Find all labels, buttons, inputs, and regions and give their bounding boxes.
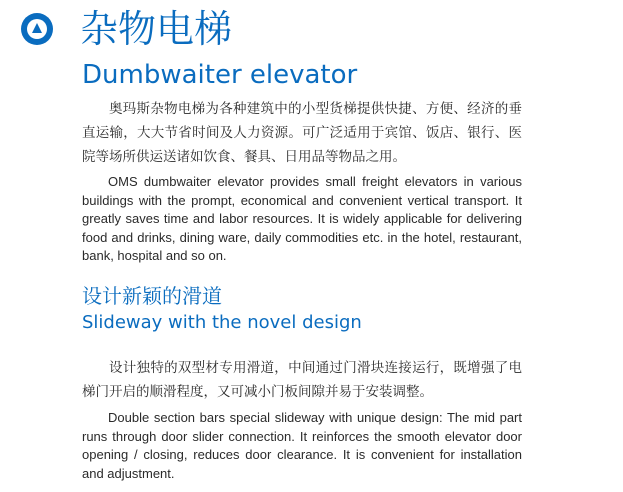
icon-triangle <box>32 23 42 33</box>
intro-paragraph-chinese: 奥玛斯杂物电梯为各种建筑中的小型货梯提供快捷、方便、经济的垂直运输，大大节省时间及人力资源。可广泛适用于宾馆、饭店、银行、医院等场所供运送诸如饮食、餐具、日用品等物品之用。 <box>82 101 522 165</box>
intro-paragraph-english: OMS dumbwaiter elevator provides small freight elevators in various buildings with the prompt, economical and convenient vertical transport. It greatly saves time and labor resources. It is widely applicable for delivering food and drinks, dining ware, daily commodities etc. in the hotel, restaurant, bank, hospital and so on. <box>82 174 522 263</box>
page-title: 杂物电梯 <box>80 7 233 51</box>
circle-triangle-icon <box>21 13 53 45</box>
page-title-english: Dumbwaiter elevator <box>82 60 358 90</box>
section-title: 设计新颖的滑道 <box>82 284 222 308</box>
section-paragraph-chinese: 设计独特的双型材专用滑道，中间通过门滑块连接运行，既增强了电梯门开启的顺滑程度，又可减小门板间隙并易于安装调整。 <box>82 360 522 400</box>
section-title-english: Slideway with the novel design <box>82 312 362 333</box>
section-paragraph-english: Double section bars special slideway with unique design: The mid part runs through door slider connection. It reinforces the smooth elevator door opening / closing, reduces door clearance. It is convenient for installation and adjustment. <box>82 410 522 481</box>
